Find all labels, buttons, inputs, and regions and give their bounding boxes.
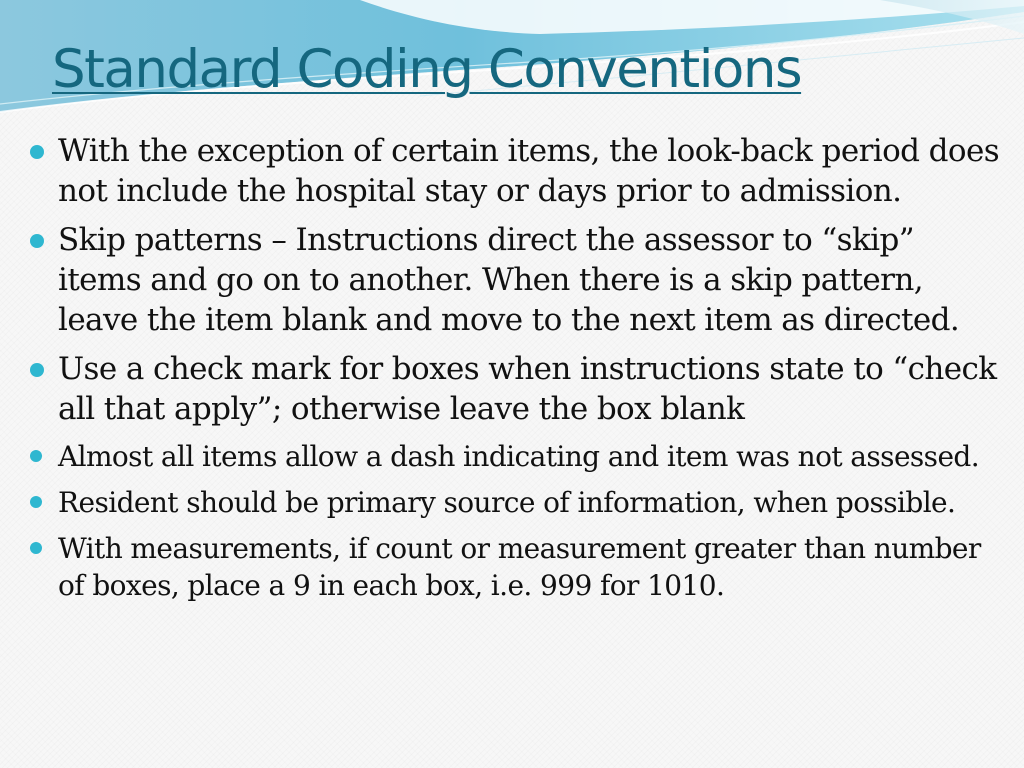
bullet-marker-icon [30,450,42,462]
bullet-text: Resident should be primary source of information, when possible. [58,486,956,519]
bullet-text: With the exception of certain items, the look-back period does not include the hospital stay or days prior to admission. [58,133,1000,209]
bullet-marker-icon [30,542,42,554]
bullet-marker-icon [30,496,42,508]
bullet-text: With measurements, if count or measurement greater than number of boxes, place a 9 in each box, i.e. 999 for 1010. [58,532,981,602]
bullet-list [26,131,1001,613]
bullet-item [26,131,1001,211]
bullet-item [26,530,1001,604]
bullet-marker-icon [30,363,44,377]
bullet-marker-icon [30,145,44,159]
bullet-marker-icon [30,234,44,248]
bullet-item [26,220,1001,340]
slide-title: Standard Coding Conventions [52,39,802,100]
bullet-item [26,438,1001,475]
bullet-text: Almost all items allow a dash indicating and item was not assessed. [58,440,980,473]
bullet-item [26,484,1001,521]
bullet-item [26,349,1001,429]
bullet-text: Skip patterns – Instructions direct the assessor to “skip” items and go on to another. When there is a skip pattern, leave the item blank and move to the next item as directed. [58,222,960,338]
bullet-text: Use a check mark for boxes when instructions state to “check all that apply”; otherwise leave the box blank [58,351,997,427]
